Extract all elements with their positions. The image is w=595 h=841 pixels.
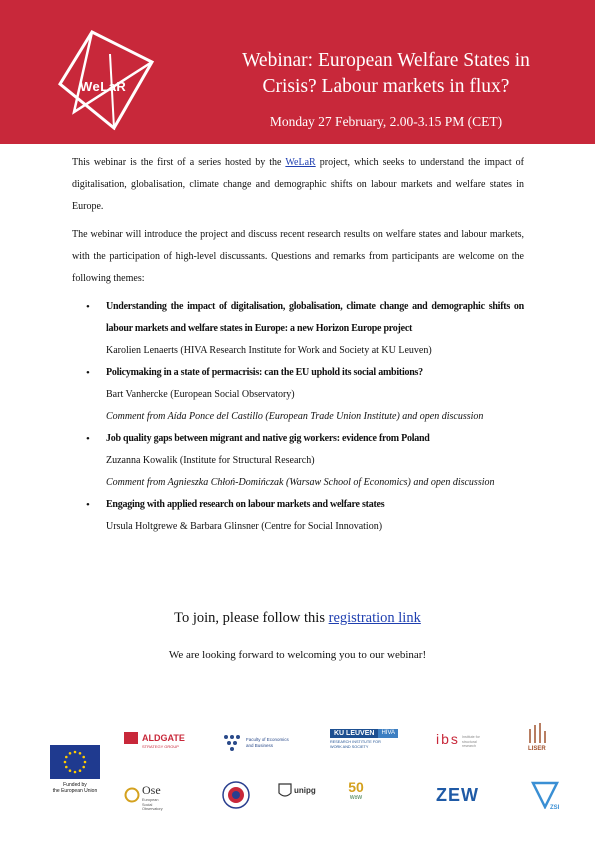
theme-comment: Comment from Aída Ponce del Castillo (European Trade Union Institute) and open discussion bbox=[106, 411, 484, 422]
wow-logo bbox=[338, 779, 374, 801]
wow-sub: WöW bbox=[349, 795, 363, 801]
theme-title: • Policymaking in a state of permacrisis: can the EU uphold its social ambitions? bbox=[106, 367, 423, 378]
wow-number: 50 bbox=[348, 779, 364, 795]
registration-link[interactable]: registration link bbox=[328, 610, 421, 626]
liser-icon bbox=[528, 721, 548, 743]
theme-item bbox=[106, 362, 524, 428]
zew-logo: ZEW bbox=[436, 785, 479, 805]
ku-leuven-line-1: RESEARCH INSTITUTE FOR bbox=[330, 740, 381, 744]
ljubljana-line-1: Faculty of Economics bbox=[246, 737, 289, 742]
join-text: To join, please follow this bbox=[174, 610, 329, 626]
theme-title: • Understanding the impact of digitalisation, globalisation, climate change and demographic shifts on labour markets and welfare states in Europe: a new Horizon Europe project bbox=[106, 301, 524, 334]
theme-speaker: Zuzanna Kowalik (Institute for Structural Research) bbox=[106, 455, 315, 466]
theme-item bbox=[106, 494, 524, 538]
intro-paragraph-1 bbox=[72, 152, 524, 218]
webinar-date: Monday 27 February, 2.00-3.15 PM (CET) bbox=[269, 114, 503, 129]
unipg-icon bbox=[278, 783, 292, 799]
sgh-seal-icon bbox=[222, 781, 250, 809]
liser-name: LISER bbox=[528, 746, 546, 752]
eu-line-2: the European Union bbox=[52, 788, 98, 794]
intro-p1-before: This webinar is the first of a series hosted by the bbox=[72, 157, 286, 168]
ibs-logo bbox=[436, 731, 496, 749]
ose-icon bbox=[124, 787, 140, 803]
ku-leuven-logo bbox=[330, 729, 410, 750]
hiva-name: HIVA bbox=[378, 729, 398, 738]
unipg-name: unipg bbox=[294, 786, 316, 795]
eu-line-1: Funded by bbox=[63, 782, 87, 788]
ibs-sub: Institute for structural research bbox=[462, 735, 480, 748]
theme-item bbox=[106, 428, 524, 494]
header-banner bbox=[0, 0, 595, 144]
theme-title: • Engaging with applied research on labour markets and welfare states bbox=[106, 499, 385, 510]
theme-item bbox=[106, 296, 524, 362]
theme-speaker: Karolien Lenaerts (HIVA Research Institute for Work and Society at KU Leuven) bbox=[106, 345, 432, 356]
aldgate-sub: STRATEGY GROUP bbox=[142, 744, 179, 749]
ose-name: Ose bbox=[142, 783, 161, 797]
title-line-1: Webinar: European Welfare States in bbox=[242, 50, 530, 71]
webinar-title bbox=[186, 48, 586, 100]
ose-line-2: Social bbox=[142, 802, 153, 807]
eu-flag-icon bbox=[50, 745, 100, 779]
intro-p1-after: project, which seeks to understand the impact of digitalisation, globalisation, climate change and demographic shifts on labour markets and welfare states in Europe. bbox=[72, 157, 524, 212]
logo-text: WeLaR bbox=[80, 79, 127, 94]
main-body bbox=[72, 152, 524, 538]
ibs-name: ibs bbox=[436, 731, 460, 747]
eu-stars-icon bbox=[50, 745, 100, 779]
theme-comment: Comment from Agnieszka Chłoń-Domińczak (Warsaw School of Economics) and open discussion bbox=[106, 477, 495, 488]
ljubljana-line-2: and Business bbox=[246, 743, 274, 748]
closing-line: We are looking forward to welcoming you to our webinar! bbox=[168, 649, 427, 661]
intro-paragraph-2: The webinar will introduce the project and discuss recent research results on welfare states and labour markets, with the participation of high-level discussants. Questions and remarks from participants are welcome on the following themes: bbox=[72, 229, 524, 284]
liser-logo bbox=[528, 721, 568, 752]
themes-list bbox=[72, 296, 524, 538]
ku-leuven-line-2: WORK AND SOCIETY bbox=[330, 745, 369, 749]
title-line-2: Crisis? Labour markets in flux? bbox=[262, 76, 510, 97]
theme-speaker: Bart Vanhercke (European Social Observatory) bbox=[106, 389, 295, 400]
aldgate-icon bbox=[124, 732, 138, 744]
theme-speaker: Ursula Holtgrewe & Barbara Glinsner (Centre for Social Innovation) bbox=[106, 521, 383, 532]
ose-line-3: Observatory bbox=[142, 807, 163, 812]
ose-line-1: European bbox=[142, 798, 159, 802]
aldgate-name: ALDGATE bbox=[142, 733, 185, 743]
zsi-name: ZSI bbox=[550, 805, 560, 811]
ku-leuven-name: KU LEUVEN bbox=[330, 729, 378, 738]
aldgate-logo bbox=[124, 732, 194, 749]
theme-title: • Job quality gaps between migrant and native gig workers: evidence from Poland bbox=[106, 433, 430, 444]
eu-funding-text bbox=[40, 782, 110, 794]
partner-logos bbox=[0, 705, 595, 841]
join-line bbox=[0, 610, 595, 627]
zsi-logo bbox=[530, 779, 570, 814]
unipg-logo bbox=[278, 783, 328, 804]
welar-link[interactable]: WeLaR bbox=[285, 157, 316, 168]
ljubljana-icon bbox=[222, 733, 244, 753]
